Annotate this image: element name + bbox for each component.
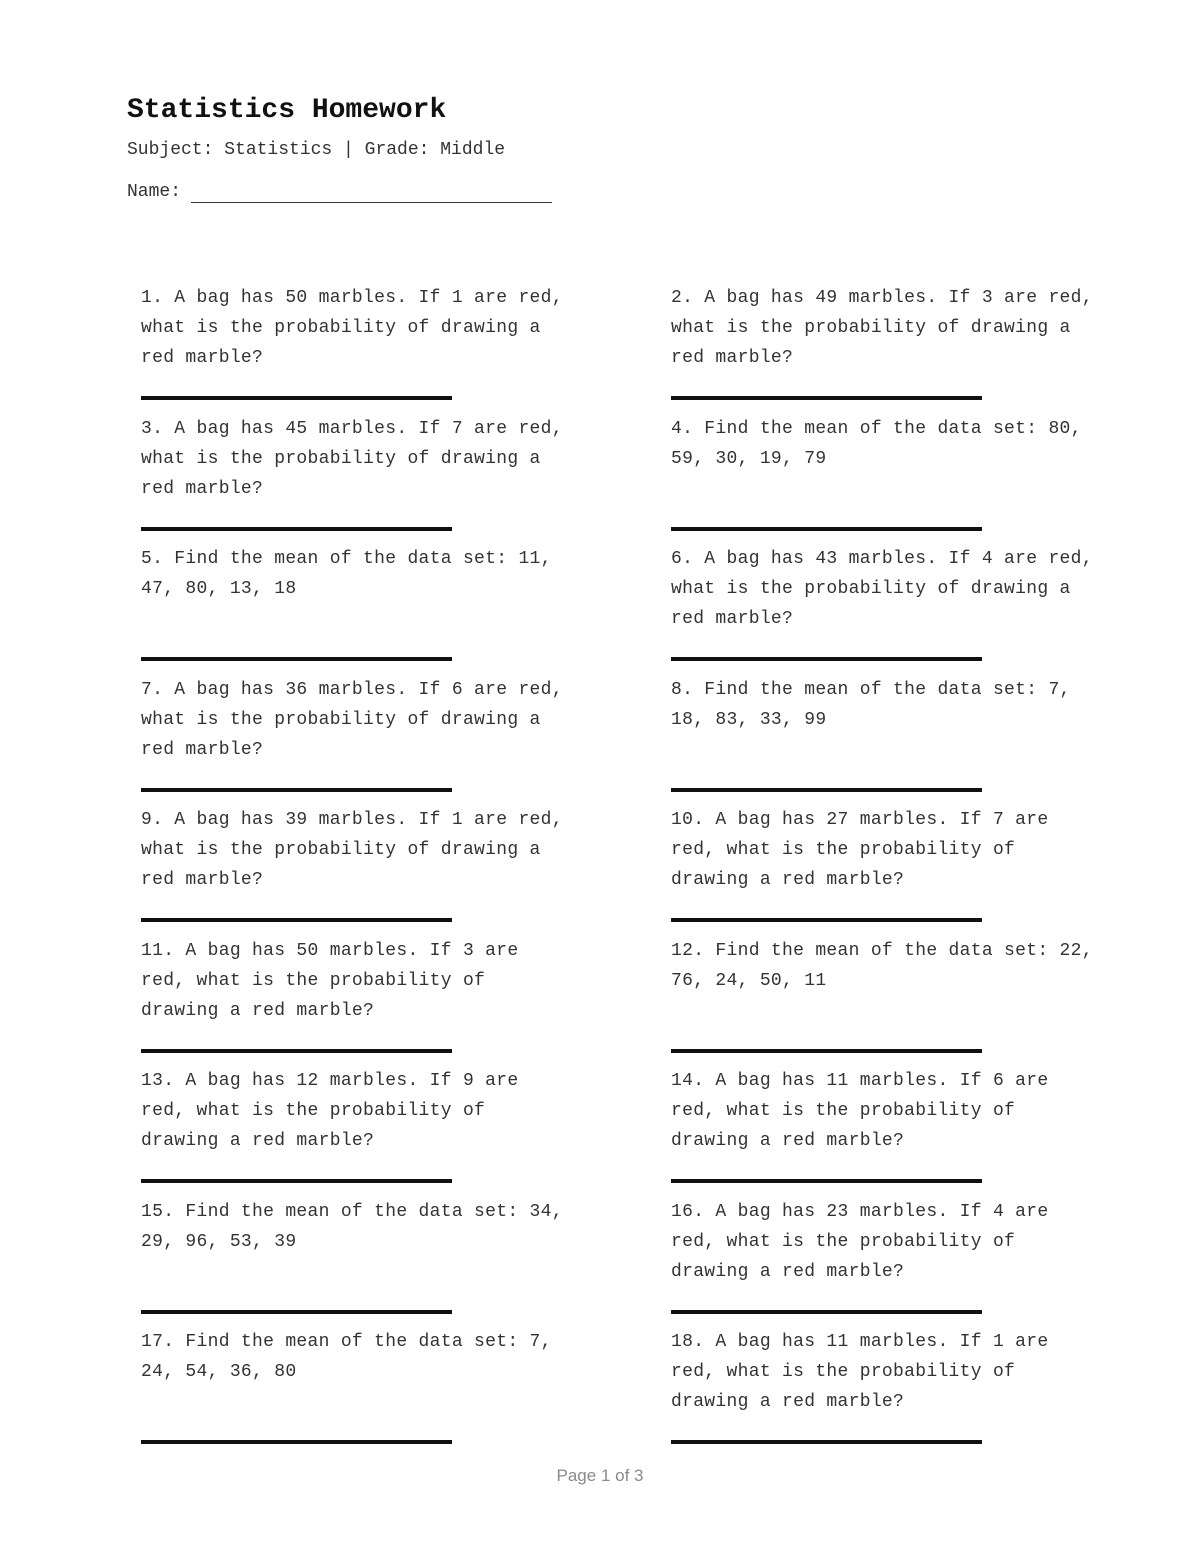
problem-text: 15. Find the mean of the data set: 34, 29, 96, 53, 39 xyxy=(141,1201,563,1252)
problem-text: 3. A bag has 45 marbles. If 7 are red, what is the probability of drawing a red marble? xyxy=(141,418,563,499)
problem-text: 2. A bag has 49 marbles. If 3 are red, what is the probability of drawing a red marble? xyxy=(671,288,1093,368)
subject-grade-line: Subject: Statistics | Grade: Middle xyxy=(127,140,506,160)
answer-line xyxy=(671,1310,982,1314)
problem-grid xyxy=(141,283,1101,1458)
problem-text: 17. Find the mean of the data set: 7, 24, 54, 36, 80 xyxy=(141,1332,552,1382)
problem-text: 8. Find the mean of the data set: 7, 18, 83, 33, 99 xyxy=(671,679,1071,730)
answer-line xyxy=(141,1049,452,1053)
answer-line xyxy=(141,396,452,400)
problem-text: 9. A bag has 39 marbles. If 1 are red, what is the probability of drawing a red marble? xyxy=(141,810,563,890)
answer-line xyxy=(671,1179,982,1183)
problem-item xyxy=(671,1327,1101,1458)
answer-line xyxy=(141,788,452,792)
problem-text: 14. A bag has 11 marbles. If 6 are red, what is the probability of drawing a red marble? xyxy=(671,1071,1049,1151)
problem-text: 10. A bag has 27 marbles. If 7 are red, what is the probability of drawing a red marble? xyxy=(671,810,1049,890)
problem-item xyxy=(671,544,1101,675)
problem-text: 7. A bag has 36 marbles. If 6 are red, what is the probability of drawing a red marble? xyxy=(141,679,563,760)
answer-line xyxy=(141,918,452,922)
answer-line xyxy=(671,527,982,531)
answer-line xyxy=(141,1310,452,1314)
problem-item xyxy=(671,675,1101,806)
problem-item xyxy=(141,283,671,414)
answer-line xyxy=(141,527,452,531)
answer-line xyxy=(671,657,982,661)
answer-line xyxy=(671,396,982,400)
answer-line xyxy=(671,1049,982,1053)
answer-line xyxy=(671,788,982,792)
problem-item xyxy=(141,1066,671,1197)
problem-item xyxy=(671,283,1101,414)
problem-item xyxy=(141,414,671,545)
answer-line xyxy=(141,1440,452,1444)
problem-text: 12. Find the mean of the data set: 22, 76, 24, 50, 11 xyxy=(671,940,1093,991)
answer-line xyxy=(671,1440,982,1444)
problem-text: 5. Find the mean of the data set: 11, 47, 80, 13, 18 xyxy=(141,549,552,599)
problem-item xyxy=(141,544,671,675)
problem-text: 16. A bag has 23 marbles. If 4 are red, what is the probability of drawing a red marble? xyxy=(671,1201,1049,1282)
answer-line xyxy=(141,1179,452,1183)
problem-item xyxy=(141,805,671,936)
problem-text: 13. A bag has 12 marbles. If 9 are red, what is the probability of drawing a red marble? xyxy=(141,1071,519,1151)
answer-line xyxy=(141,657,452,661)
answer-line xyxy=(671,918,982,922)
name-label: Name: xyxy=(127,182,182,202)
problem-text: 4. Find the mean of the data set: 80, 59, 30, 19, 79 xyxy=(671,418,1082,469)
problem-item xyxy=(671,1197,1101,1328)
problem-item xyxy=(671,414,1101,545)
problem-item xyxy=(141,1327,671,1458)
problem-item xyxy=(671,1066,1101,1197)
problem-text: 18. A bag has 11 marbles. If 1 are red, what is the probability of drawing a red marble? xyxy=(671,1332,1049,1412)
name-field xyxy=(127,181,552,203)
problem-text: 11. A bag has 50 marbles. If 3 are red, what is the probability of drawing a red marble? xyxy=(141,940,519,1021)
name-blank-line xyxy=(191,184,552,203)
problem-item xyxy=(141,675,671,806)
problem-text: 1. A bag has 50 marbles. If 1 are red, what is the probability of drawing a red marble? xyxy=(141,288,563,368)
problem-item xyxy=(671,805,1101,936)
page-number: Page 1 of 3 xyxy=(556,1466,644,1485)
problem-item xyxy=(141,1197,671,1328)
page-title: Statistics Homework xyxy=(127,95,447,126)
problem-item xyxy=(141,936,671,1067)
problem-item xyxy=(671,936,1101,1067)
problem-text: 6. A bag has 43 marbles. If 4 are red, what is the probability of drawing a red marble? xyxy=(671,549,1093,629)
